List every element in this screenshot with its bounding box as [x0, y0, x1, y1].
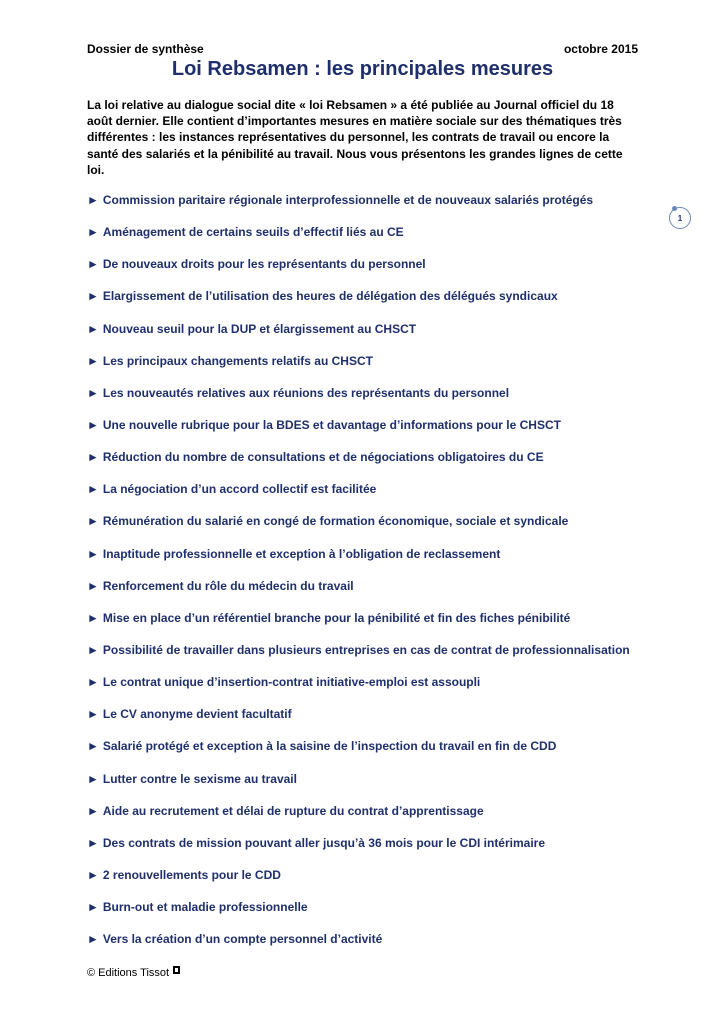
bullet-arrow-icon: ►: [87, 900, 99, 915]
bullet-arrow-icon: ►: [87, 321, 99, 336]
bullet-arrow-icon: ►: [87, 514, 99, 529]
list-item-label: Renforcement du rôle du médecin du travail: [102, 578, 354, 593]
list-item: [87, 547, 647, 579]
list-item: [87, 804, 647, 836]
list-item: [87, 289, 647, 321]
list-item-label: Mise en place d’un référentiel branche pour la pénibilité et fin des fiches pénibilité: [102, 610, 571, 625]
bullet-arrow-icon: ►: [87, 867, 99, 882]
bullet-arrow-icon: ►: [87, 932, 99, 947]
list-item-label: La négociation d’un accord collectif est facilitée: [102, 482, 377, 497]
bullet-arrow-icon: ►: [87, 771, 99, 786]
header-date: octobre 2015: [563, 42, 638, 56]
list-item: [87, 322, 647, 354]
bullet-arrow-icon: ►: [87, 835, 99, 850]
list-item: [87, 482, 647, 514]
bullet-arrow-icon: ►: [87, 257, 99, 272]
list-item-label: Salarié protégé et exception à la saisine de l’inspection du travail en fin de CDD: [102, 739, 557, 754]
list-item: [87, 868, 647, 900]
list-item: [87, 772, 647, 804]
list-item: [87, 643, 647, 675]
bullet-arrow-icon: ►: [87, 225, 99, 240]
page-title: Loi Rebsamen : les principales mesures: [171, 58, 554, 80]
publisher-logo-icon: [173, 966, 180, 974]
list-item-label: Possibilité de travailler dans plusieurs entreprises en cas de contrat de professionnalisation: [102, 642, 630, 657]
bullet-arrow-icon: ►: [87, 193, 99, 207]
footer: [87, 967, 180, 979]
list-item: [87, 514, 647, 546]
list-item-label: Rémunération du salarié en congé de formation économique, sociale et syndicale: [102, 514, 569, 529]
list-item-label: De nouveaux droits pour les représentants du personnel: [102, 257, 426, 272]
list-item-label: Les nouveautés relatives aux réunions des représentants du personnel: [102, 385, 510, 400]
header-document-type: Dossier de synthèse: [87, 42, 204, 56]
footer-copyright: © Editions Tissot: [87, 967, 170, 979]
list-item-label: Burn-out et maladie professionnelle: [102, 900, 308, 915]
list-item-label: Elargissement de l’utilisation des heures de délégation des délégués syndicaux: [102, 289, 558, 304]
list-item-label: Vers la création d’un compte personnel d’activité: [102, 932, 383, 947]
bullet-arrow-icon: ►: [87, 610, 99, 625]
page-number-badge: 1: [669, 207, 691, 229]
list-item: [87, 450, 647, 482]
bullet-arrow-icon: ►: [87, 289, 99, 304]
list-item-label: Nouveau seuil pour la DUP et élargissement au CHSCT: [102, 321, 417, 336]
list-item: [87, 900, 647, 932]
bullet-arrow-icon: ►: [87, 803, 99, 818]
list-item-label: Lutter contre le sexisme au travail: [102, 771, 297, 786]
list-item: [87, 579, 647, 611]
list-item: [87, 739, 647, 771]
list-item: [87, 836, 647, 868]
list-item: [87, 418, 647, 450]
list-item: [87, 611, 647, 643]
list-item: [87, 193, 647, 225]
bullet-arrow-icon: ►: [87, 417, 99, 432]
list-item-label: Des contrats de mission pouvant aller jusqu’à 36 mois pour le CDI intérimaire: [102, 835, 546, 850]
list-item: [87, 354, 647, 386]
bullet-arrow-icon: ►: [87, 353, 99, 368]
list-item-label: Réduction du nombre de consultations et de négociations obligatoires du CE: [102, 450, 544, 465]
list-item: [87, 675, 647, 707]
bullet-arrow-icon: ►: [87, 707, 99, 722]
list-item: [87, 707, 647, 739]
list-item: [87, 225, 647, 257]
bullet-arrow-icon: ►: [87, 482, 99, 497]
list-item: [87, 386, 647, 418]
measures-list: [87, 193, 647, 964]
list-item: [87, 932, 647, 964]
list-item-label: Les principaux changements relatifs au CHSCT: [102, 353, 373, 368]
bullet-arrow-icon: ►: [87, 450, 99, 465]
list-item: [87, 257, 647, 289]
list-item-label: Le CV anonyme devient facultatif: [102, 707, 292, 722]
list-item-label: Le contrat unique d’insertion-contrat initiative-emploi est assoupli: [102, 675, 481, 690]
list-item-label: Inaptitude professionnelle et exception à l’obligation de reclassement: [102, 546, 501, 561]
bullet-arrow-icon: ►: [87, 546, 99, 561]
bullet-arrow-icon: ►: [87, 578, 99, 593]
intro-paragraph: La loi relative au dialogue social dite « loi Rebsamen » a été publiée au Journal officiel du 18 août dernier. Elle contient d’importantes mesures en matière sociale sur des thématiques très différentes : les instances représentatives du personnel, les contrats de travail ou encore la santé des salariés et la pénibilité au travail. Nous vous présentons les grandes lignes de cette loi.: [87, 98, 623, 177]
list-item-label: Une nouvelle rubrique pour la BDES et davantage d’informations pour le CHSCT: [102, 417, 561, 432]
bullet-arrow-icon: ►: [87, 642, 99, 657]
bullet-arrow-icon: ►: [87, 739, 99, 754]
list-item-label: Aménagement de certains seuils d’effectif liés au CE: [102, 225, 404, 240]
list-item-label: Aide au recrutement et délai de rupture du contrat d’apprentissage: [102, 803, 484, 818]
bullet-arrow-icon: ►: [87, 385, 99, 400]
bullet-arrow-icon: ►: [87, 675, 99, 690]
list-item-label: 2 renouvellements pour le CDD: [102, 867, 281, 882]
list-item-label: Commission paritaire régionale interprofessionnelle et de nouveaux salariés protégés: [102, 193, 594, 207]
